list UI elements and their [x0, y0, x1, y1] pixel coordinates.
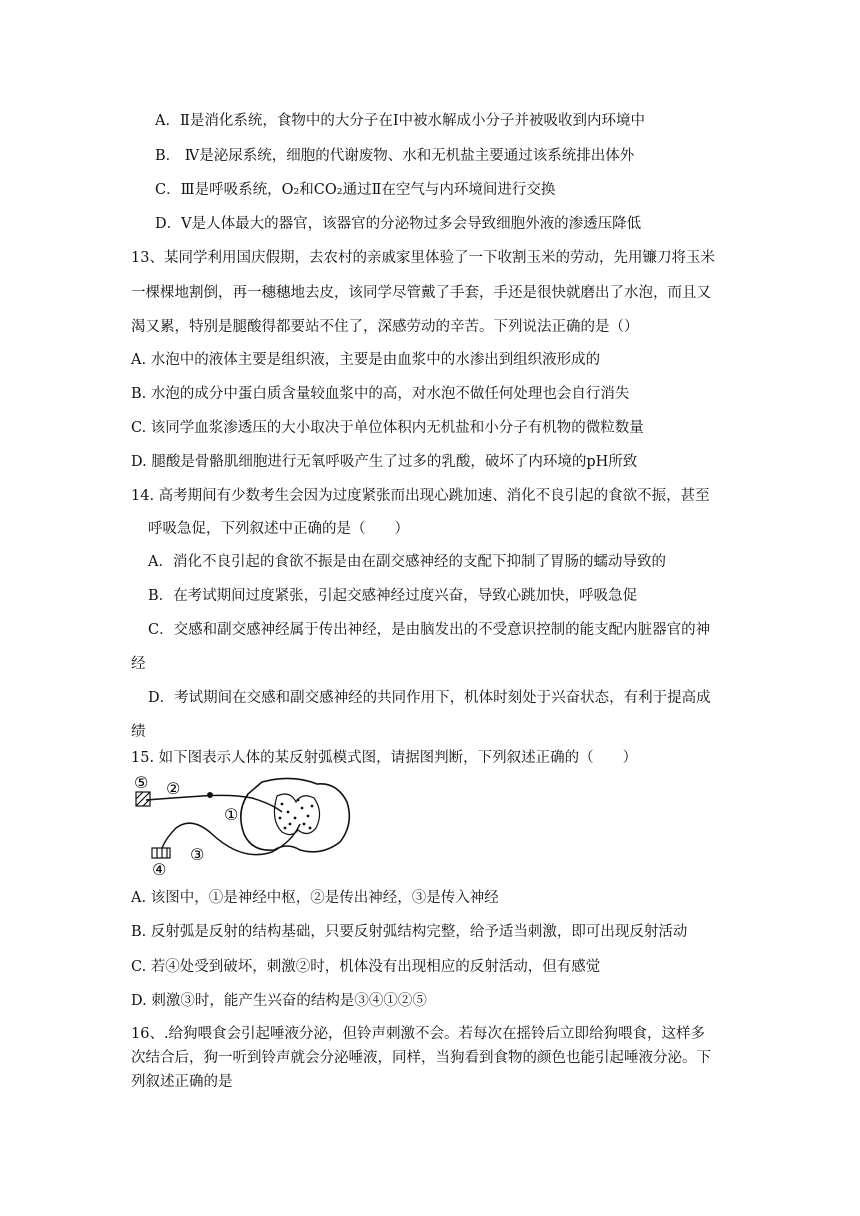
effector-icon — [152, 848, 170, 858]
label-5: ⑤ — [134, 773, 149, 792]
q14-option-a: A．消化不良引起的食欲不振是由在副交感神经的支配下抑制了胃肠的蠕动导致的 — [148, 554, 666, 570]
q16-stem-line-3: 列叙述正确的是 — [131, 1074, 233, 1090]
q14-option-b: B．在考试期间过度紧张，引起交感神经过度兴奋，导致心跳加快，呼吸急促 — [148, 588, 638, 604]
q12-option-b: B． Ⅳ是泌尿系统，细胞的代谢废物、水和无机盐主要通过该系统排出体外 — [155, 148, 635, 164]
q14-option-d-wrap: 绩 — [131, 724, 146, 740]
q15-stem: 15. 如下图表示人体的某反射弧模式图，请据图判断，下列叙述正确的（ ） — [131, 750, 638, 766]
q13-stem-line-2: 一棵棵地割倒，再一穗穗地去皮，该同学尽管戴了手套，手还是很快就磨出了水泡，而且又 — [131, 285, 711, 301]
q13-option-b: B. 水泡的成分中蛋白质含量较血浆中的高，对水泡不做任何处理也会自行消失 — [131, 386, 630, 402]
q13-option-d: D. 腿酸是骨骼肌细胞进行无氧呼吸产生了过多的乳酸，破坏了内环境的pH所致 — [131, 454, 638, 470]
q15-option-b: B. 反射弧是反射的结构基础，只要反射弧结构完整，给予适当刺激，即可出现反射活动 — [131, 924, 688, 940]
q14-stem-line-2: 呼吸急促，下列叙述中正确的是（ ） — [148, 521, 409, 537]
q13-stem-line-3: 渴又累，特别是腿酸得都要站不住了，深感劳动的辛苦。下列说法正确的是（） — [131, 319, 639, 335]
q14-stem-line-1: 14. 高考期间有少数考生会因为过度紧张而出现心跳加速、消化不良引起的食欲不振，甚至 — [131, 488, 710, 504]
q13-stem-line-1: 13、某同学利用国庆假期，去农村的亲戚家里体验了一下收割玉米的劳动，先用镰刀将玉米 — [131, 250, 715, 266]
label-2: ② — [166, 779, 181, 798]
q16-stem-line-2: 次结合后，狗一听到铃声就会分泌唾液，同样，当狗看到食物的颜色也能引起唾液分泌。下 — [131, 1050, 711, 1066]
q14-option-c: C．交感和副交感神经属于传出神经，是由脑发出的不受意识控制的能支配内脏器官的神 — [148, 622, 711, 638]
q13-option-a: A. 水泡中的液体主要是组织液，主要是由血浆中的水渗出到组织液形成的 — [131, 352, 601, 368]
q15-option-d: D. 刺激③时，能产生兴奋的结构是③④①②⑤ — [131, 993, 427, 1009]
label-4: ④ — [152, 860, 167, 877]
label-3: ③ — [190, 845, 205, 864]
q15-option-a: A. 该图中，①是神经中枢，②是传出神经，③是传入神经 — [131, 890, 499, 906]
q12-option-d: D．Ⅴ是人体最大的器官，该器官的分泌物过多会导致细胞外液的渗透压降低 — [155, 216, 642, 232]
receptor-icon — [136, 792, 150, 806]
q13-option-c: C. 该同学血浆渗透压的大小取决于单位体积内无机盐和小分子有机物的微粒数量 — [131, 420, 644, 436]
q14-option-c-wrap: 经 — [131, 656, 146, 672]
q14-option-d: D．考试期间在交感和副交感神经的共同作用下，机体时刻处于兴奋状态，有利于提高成 — [148, 690, 711, 706]
q16-stem-line-1: 16、.给狗喂食会引起唾液分泌，但铃声刺激不会。若每次在摇铃后立即给狗喂食，这样多 — [131, 1026, 706, 1042]
neuron-dots — [279, 799, 314, 830]
q12-option-a: A．Ⅱ是消化系统，食物中的大分子在Ⅰ中被水解成小分子并被吸收到内环境中 — [155, 113, 646, 129]
q15-option-c: C. 若④处受到破坏，刺激②时，机体没有出现相应的反射活动，但有感觉 — [131, 959, 601, 975]
reflex-arc-diagram — [132, 772, 362, 877]
label-1: ① — [224, 805, 239, 824]
spinal-cord-outline — [241, 778, 350, 851]
ganglion — [207, 792, 213, 798]
q12-option-c: C．Ⅲ是呼吸系统，O₂和CO₂通过Ⅱ在空气与内环境间进行交换 — [155, 182, 556, 198]
